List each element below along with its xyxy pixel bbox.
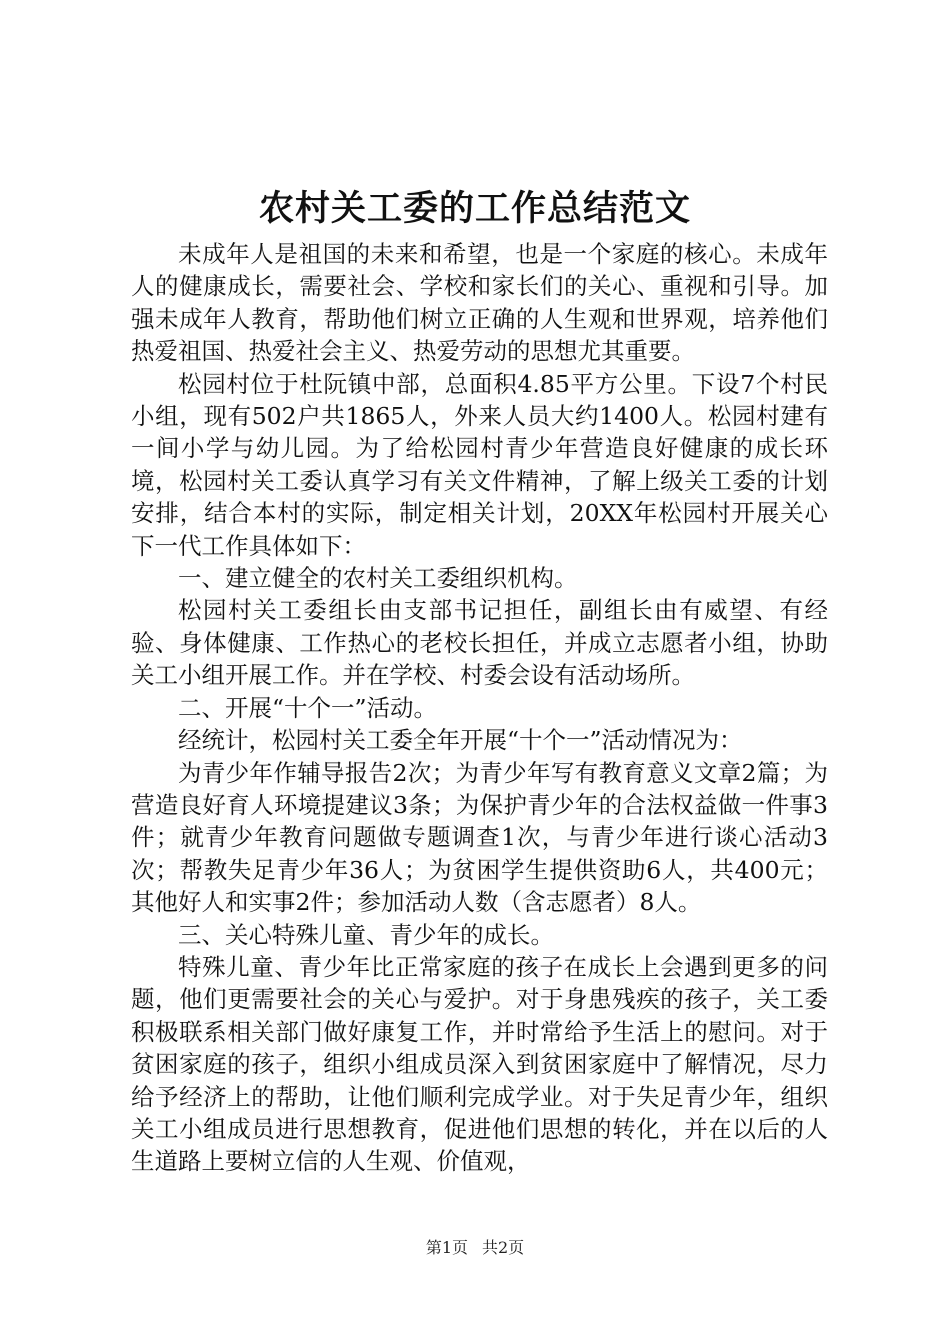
paragraph-statistics-intro: 经统计，松园村关工委全年开展“十个一”活动情况为： [178,726,743,755]
section-heading-1: 一、建立健全的农村关工委组织机构。 [178,564,578,593]
section-heading-2: 二、开展“十个一”活动。 [178,693,438,722]
document-title: 农村关工委的工作总结范文 [258,188,691,229]
page-footer [0,1236,950,1260]
document-body [131,238,828,1178]
paragraph-statistics: 为青少年作辅导报告2次；为青少年写有教育意义文章2篇；为营造良好育人环境提建议3条；为保护青少年的合法权益做一件事3件；就青少年教育问题做专题调查1次，与青少年进行谈心活动3次；帮教失足青少年36人；为贫困学生提供资助6人，共400元；其他好人和实事2件；参加活动人数（含志愿者）8人。 [131,758,828,917]
section-heading-3: 三、关心特殊儿童、青少年的成长。 [178,920,554,949]
paragraph-special-children: 特殊儿童、青少年比正常家庭的孩子在成长上会遇到更多的问题，他们更需要社会的关心与爱护。对于身患残疾的孩子，关工委积极联系相关部门做好康复工作，并时常给予生活上的慰问。对于贫困家庭的孩子，组织小组成员深入到贫困家庭中了解情况，尽力给予经济上的帮助，让他们顺利完成学业。对于失足青少年，组织关工小组成员进行思想教育，促进他们思想的转化，并在以后的人生道路上要树立信的人生观、价值观， [131,952,828,1176]
page-number: 第1页 [425,1238,468,1257]
paragraph-organization: 松园村关工委组长由支部书记担任，副组长由有威望、有经验、身体健康、工作热心的老校长担任，并成立志愿者小组，协助关工小组开展工作。并在学校、村委会设有活动场所。 [131,596,828,690]
paragraph-village-overview: 松园村位于杜阮镇中部，总面积4.85平方公里。下设7个村民小组，现有502户共1865人，外来人员大约1400人。松园村建有一间小学与幼儿园。为了给松园村青少年营造良好健康的成长环境，松园村关工委认真学习有关文件精神，了解上级关工委的计划安排，结合本村的实际，制定相关计划，20XX年松园村开展关心下一代工作具体如下： [131,369,828,560]
paragraph-intro: 未成年人是祖国的未来和希望，也是一个家庭的核心。未成年人的健康成长，需要社会、学校和家长们的关心、重视和引导。加强未成年人教育，帮助他们树立正确的人生观和世界观，培养他们热爱祖国、热爱社会主义、热爱劳动的思想尤其重要。 [131,240,828,366]
page-total: 共2页 [482,1238,525,1257]
